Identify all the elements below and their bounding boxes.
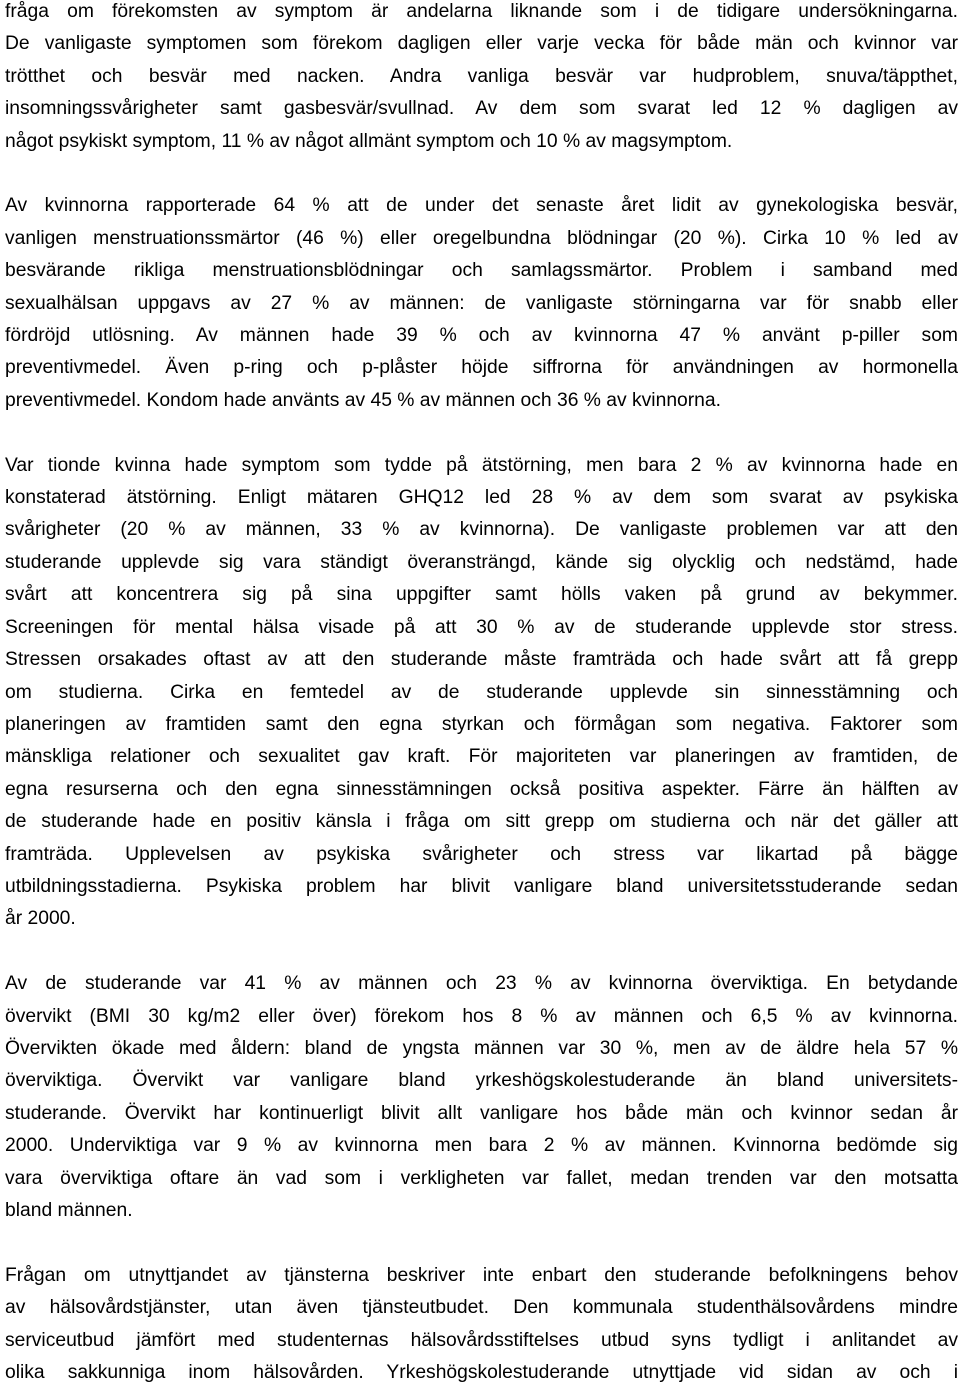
text-line: 2000. Underviktiga var 9 % av kvinnorna men bara 2 % av männen. Kvinnorna bedömde sig xyxy=(5,1135,958,1157)
text-line: överviktiga. Övervikt var vanligare bland yrkeshögskolestuderande än bland universitets- xyxy=(5,1070,958,1092)
text-line: serviceutbud jämfört med studenternas hälsovårdsstiftelses utbud syns tydligt i anlitandet av xyxy=(5,1329,958,1351)
text-line: de studerande hade en positiv känsla i fråga om sitt grepp om studierna och när det gäller att xyxy=(5,811,958,833)
text-line: framträda. Upplevelsen av psykiska svårigheter och stress var likartad på bägge xyxy=(5,843,958,865)
text-line: Screeningen för mental hälsa visade på att 30 % av de studerande upplevde stor stress. xyxy=(5,616,958,638)
paragraph-gynecology xyxy=(5,190,958,417)
text-line: svårt att koncentrera sig på sina uppgifter samt hölls vaken på grund av bekymmer. xyxy=(5,584,958,606)
text-line: Av de studerande var 41 % av männen och 23 % av kvinnorna överviktiga. En betydande xyxy=(5,973,958,995)
text-line: år 2000. xyxy=(5,908,76,930)
text-line: mänskliga relationer och sexualitet gav kraft. För majoriteten var planeringen av framtiden, de xyxy=(5,746,958,768)
text-line: planeringen av framtiden samt den egna styrkan och förmågan som negativa. Faktorer som xyxy=(5,713,958,735)
text-line: fördröjd utlösning. Av männen hade 39 % och av kvinnorna 47 % använt p-piller som xyxy=(5,325,958,347)
paragraph-mental-health xyxy=(5,450,958,936)
paragraph-services xyxy=(5,1260,958,1389)
text-line: vara överviktiga oftare än vad som i verkligheten var fallet, medan trenden var den motsatta xyxy=(5,1167,958,1189)
text-line: om studierna. Cirka en femtedel av de studerande upplevde sin sinnesstämning och xyxy=(5,681,958,703)
text-line: bland männen. xyxy=(5,1199,133,1221)
text-line: svårigheter (20 % av männen, 33 % av kvinnorna). De vanligaste problemen var att den xyxy=(5,519,958,541)
text-line: övervikt (BMI 30 kg/m2 eller över) förekom hos 8 % av männen och 6,5 % av kvinnorna. xyxy=(5,1005,958,1027)
text-line: studerande upplevde sig vara ständigt överansträngd, kände sig olycklig och nedstämd, hade xyxy=(5,551,958,573)
text-line: De vanligaste symptomen som förekom dagligen eller varje vecka för både män och kvinnor var xyxy=(5,33,958,55)
text-line: sexualhälsan uppgavs av 27 % av männen: de vanligaste störningarna var för snabb eller xyxy=(5,292,958,314)
text-line: preventivmedel. Även p-ring och p-plåster höjde siffrorna för användningen av hormonella xyxy=(5,357,958,379)
text-line: Av kvinnorna rapporterade 64 % att de under det senaste året lidit av gynekologiska besvär, xyxy=(5,195,958,217)
text-line: besvärande rikliga menstruationsblödningar och samlagssmärtor. Problem i samband med xyxy=(5,260,958,282)
text-line: insomningssvårigheter samt gasbesvär/svullnad. Av dem som svarat led 12 % dagligen av xyxy=(5,98,958,120)
text-line: av hälsovårdstjänster, utan även tjänsteutbudet. Den kommunala studenthälsovårdens mindre xyxy=(5,1297,958,1319)
text-line: Frågan om utnyttjandet av tjänsterna beskriver inte enbart den studerande befolkningens behov xyxy=(5,1264,958,1286)
paragraph-symptoms xyxy=(5,0,958,158)
text-line: fråga om förekomsten av symptom är andelarna liknande som i de tidigare undersökningarna. xyxy=(5,1,958,22)
text-line: Var tionde kvinna hade symptom som tydde på ätstörning, men bara 2 % av kvinnorna hade en xyxy=(5,454,958,476)
text-line: trötthet och besvär med nacken. Andra vanliga besvär var hudproblem, snuva/täppthet, xyxy=(5,65,958,87)
text-line: utbildningsstadierna. Psykiska problem har blivit vanligare bland universitetsstuderande sedan xyxy=(5,875,958,897)
document-page xyxy=(5,0,958,1389)
text-line: egna resurserna och den egna sinnesstämningen också positiva aspekter. Färre än hälften av xyxy=(5,778,958,800)
text-line: Stressen orsakades oftast av att den studerande måste framträda och hade svårt att få grepp xyxy=(5,649,958,671)
text-line: Övervikten ökade med åldern: bland de yngsta männen var 30 %, men av de äldre hela 57 % xyxy=(5,1037,958,1059)
text-line: olika sakkunniga inom hälsovården. Yrkeshögskolestuderande utnyttjade vid sidan av och i xyxy=(5,1362,958,1383)
text-line: konstaterad ätstörning. Enligt mätaren GHQ12 led 28 % av dem som svarat av psykiska xyxy=(5,487,958,509)
text-line: något psykiskt symptom, 11 % av något allmänt symptom och 10 % av magsymptom. xyxy=(5,130,733,152)
text-line: studerande. Övervikt har kontinuerligt blivit allt vanligare hos både män och kvinnor sedan år xyxy=(5,1102,958,1124)
paragraph-weight xyxy=(5,968,958,1227)
text-line: vanligen menstruationssmärtor (46 %) eller oregelbundna blödningar (20 %). Cirka 10 % led av xyxy=(5,227,958,249)
text-line: preventivmedel. Kondom hade använts av 45 % av männen och 36 % av kvinnorna. xyxy=(5,389,721,411)
